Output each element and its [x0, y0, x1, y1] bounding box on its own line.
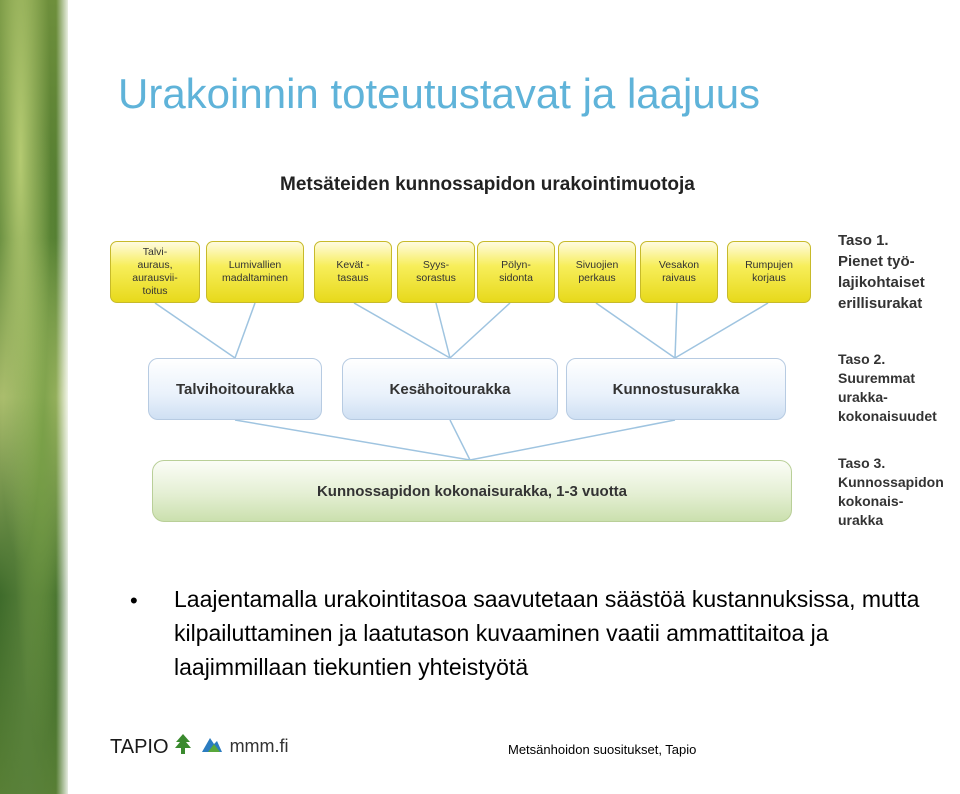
contract-box-talvihoitourakka: Talvihoitourakka	[148, 358, 322, 420]
contract-box-kesahoitourakka: Kesähoitourakka	[342, 358, 558, 420]
task-box-talviauraus: Talvi- auraus, aurausvii- toitus	[110, 241, 200, 303]
level-3-label: Taso 3. Kunnossapidon kokonais- urakka	[838, 455, 944, 528]
footer-source: Metsänhoidon suositukset, Tapio	[508, 742, 697, 757]
contracting-diagram	[100, 168, 960, 538]
tree-icon	[174, 734, 192, 756]
diagram-title: Metsäteiden kunnossapidon urakointimuotoja	[280, 174, 695, 195]
mountain-icon	[200, 734, 224, 754]
mmm-logo	[200, 734, 289, 758]
slide-title: Urakoinnin toteutustavat ja laajuus	[118, 70, 761, 117]
tapio-logo-text: TAPIO	[110, 736, 169, 758]
bullet-text: Laajentamalla urakointitasoa saavutetaan säästöä kustannuksissa, mutta kilpailuttaminen ja laatutason kuvaaminen vaatii ammattitaitoa ja laajimmillaan tiekuntien yhteistyötä	[174, 586, 920, 680]
task-box-kevattasaus: Kevät - tasaus	[314, 241, 392, 303]
task-box-lumivallien-madaltaminen: Lumivallien madaltaminen	[206, 241, 304, 303]
total-contract-box: Kunnossapidon kokonaisurakka, 1-3 vuotta	[152, 460, 792, 522]
task-box-rumpujen-korjaus: Rumpujen korjaus	[727, 241, 811, 303]
level-1-label: Taso 1. Pienet työ- lajikohtaiset erillisurakat	[838, 232, 925, 312]
task-box-syyssorastus: Syys- sorastus	[397, 241, 475, 303]
bullet-icon: •	[130, 588, 138, 613]
side-decoration-photo	[0, 0, 68, 794]
mmm-logo-text: mmm.fi	[229, 736, 289, 756]
tapio-logo	[110, 734, 192, 759]
contract-box-kunnostusurakka: Kunnostusurakka	[566, 358, 786, 420]
task-box-polynsidonta: Pölyn- sidonta	[477, 241, 555, 303]
level-2-label: Taso 2. Suuremmat urakka- kokonaisuudet	[838, 351, 937, 424]
task-box-vesakon-raivaus: Vesakon raivaus	[640, 241, 718, 303]
task-box-sivuojien-perkaus: Sivuojien perkaus	[558, 241, 636, 303]
